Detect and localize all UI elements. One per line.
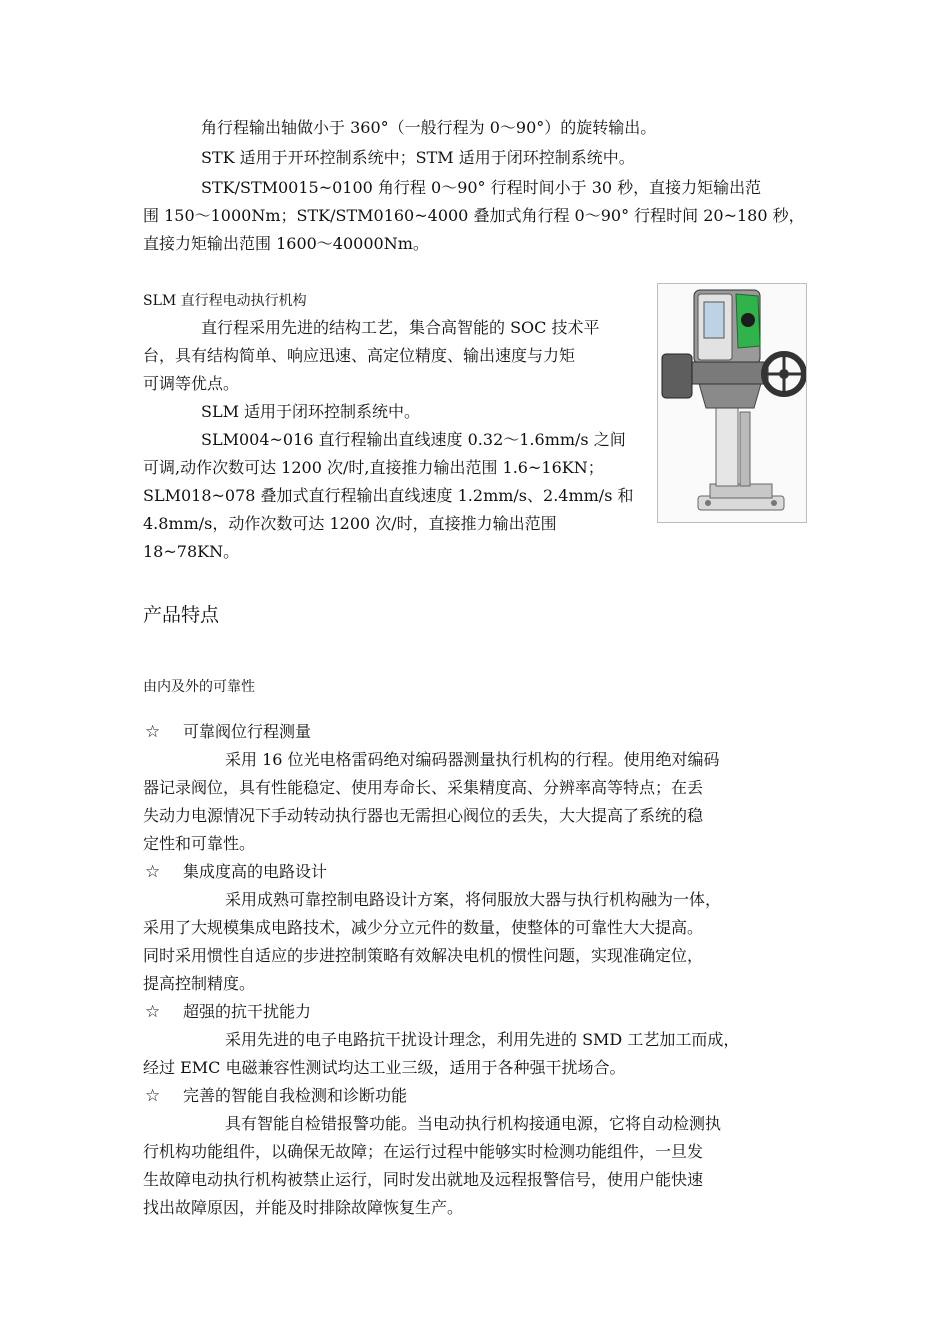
- star-bullet-icon: ☆: [145, 722, 161, 742]
- feature-title-3: 超强的抗干扰能力: [183, 1002, 312, 1021]
- feature-2-line-4: 提高控制精度。: [143, 974, 256, 993]
- feature-title-2: 集成度高的电路设计: [183, 862, 328, 881]
- features-subheading: 由内及外的可靠性: [143, 679, 255, 695]
- slm-line-8: 4.8mm/s，动作次数可达 1200 次/时，直接推力输出范围: [143, 514, 557, 533]
- feature-3-line-2: 经过 EMC 电磁兼容性测试均达工业三级，适用于各种强干扰场合。: [143, 1058, 626, 1077]
- intro-line-3: STK/STM0015~0100 角行程 0～90° 行程时间小于 30 秒，直接力矩输出范: [201, 178, 762, 197]
- slm-title: SLM 直行程电动执行机构: [143, 293, 307, 309]
- star-bullet-icon: ☆: [145, 1002, 161, 1022]
- star-bullet-icon: ☆: [145, 862, 161, 882]
- feature-2-line-1: 采用成熟可靠控制电路设计方案，将伺服放大器与执行机构融为一体，: [225, 890, 722, 909]
- feature-title-1: 可靠阀位行程测量: [183, 722, 312, 741]
- feature-4-line-1: 具有智能自检错报警功能。当电动执行机构接通电源，它将自动检测执: [225, 1114, 722, 1133]
- feature-1-line-2: 器记录阀位，具有性能稳定、使用寿命长、采集精度高、分辨率高等特点；在丢: [143, 778, 704, 797]
- feature-2-line-2: 采用了大规模集成电路技术，减少分立元件的数量，使整体的可靠性大大提高。: [143, 918, 704, 937]
- star-bullet-icon: ☆: [145, 1086, 161, 1106]
- intro-line-4: 围 150～1000Nm；STK/STM0160~4000 叠加式角行程 0～90° 行程时间 20~180 秒，: [143, 206, 805, 225]
- feature-1-line-3: 失动力电源情况下手动转动执行器也无需担心阀位的丢失，大大提高了系统的稳: [143, 806, 704, 825]
- feature-4-line-4: 找出故障原因，并能及时排除故障恢复生产。: [143, 1198, 464, 1217]
- intro-line-5: 直接力矩输出范围 1600～40000Nm。: [143, 234, 429, 253]
- feature-4-line-2: 行机构功能组件，以确保无故障；在运行过程中能够实时检测功能组件，一旦发: [143, 1142, 704, 1161]
- feature-1-line-4: 定性和可靠性。: [143, 834, 256, 853]
- slm-line-1: 直行程采用先进的结构工艺，集合高智能的 SOC 技术平: [201, 318, 600, 337]
- feature-2-line-3: 同时采用惯性自适应的步进控制策略有效解决电机的惯性问题，实现准确定位，: [143, 946, 704, 965]
- intro-line-1: 角行程输出轴做小于 360°（一般行程为 0～90°）的旋转输出。: [201, 118, 657, 137]
- features-heading: 产品特点: [143, 604, 220, 626]
- slm-line-3: 可调等优点。: [143, 374, 240, 393]
- linear-actuator-photo-icon: [657, 283, 807, 523]
- slm-line-9: 18~78KN。: [143, 542, 240, 561]
- slm-line-5: SLM004~016 直行程输出直线速度 0.32～1.6mm/s 之间: [201, 430, 626, 449]
- intro-line-2: STK 适用于开环控制系统中；STM 适用于闭环控制系统中。: [201, 148, 635, 167]
- feature-3-line-1: 采用先进的电子电路抗干扰设计理念，利用先进的 SMD 工艺加工而成，: [225, 1030, 740, 1049]
- slm-line-2: 台，具有结构简单、响应迅速、高定位精度、输出速度与力矩: [143, 346, 576, 365]
- slm-line-6: 可调,动作次数可达 1200 次/时,直接推力输出范围 1.6~16KN；: [143, 458, 604, 477]
- feature-title-4: 完善的智能自我检测和诊断功能: [183, 1086, 408, 1105]
- slm-line-7: SLM018~078 叠加式直行程输出直线速度 1.2mm/s、2.4mm/s 和: [143, 486, 634, 505]
- feature-1-line-1: 采用 16 位光电格雷码绝对编码器测量执行机构的行程。使用绝对编码: [225, 750, 720, 769]
- slm-line-4: SLM 适用于闭环控制系统中。: [201, 402, 421, 421]
- feature-4-line-3: 生故障电动执行机构被禁止运行，同时发出就地及远程报警信号，使用户能快速: [143, 1170, 704, 1189]
